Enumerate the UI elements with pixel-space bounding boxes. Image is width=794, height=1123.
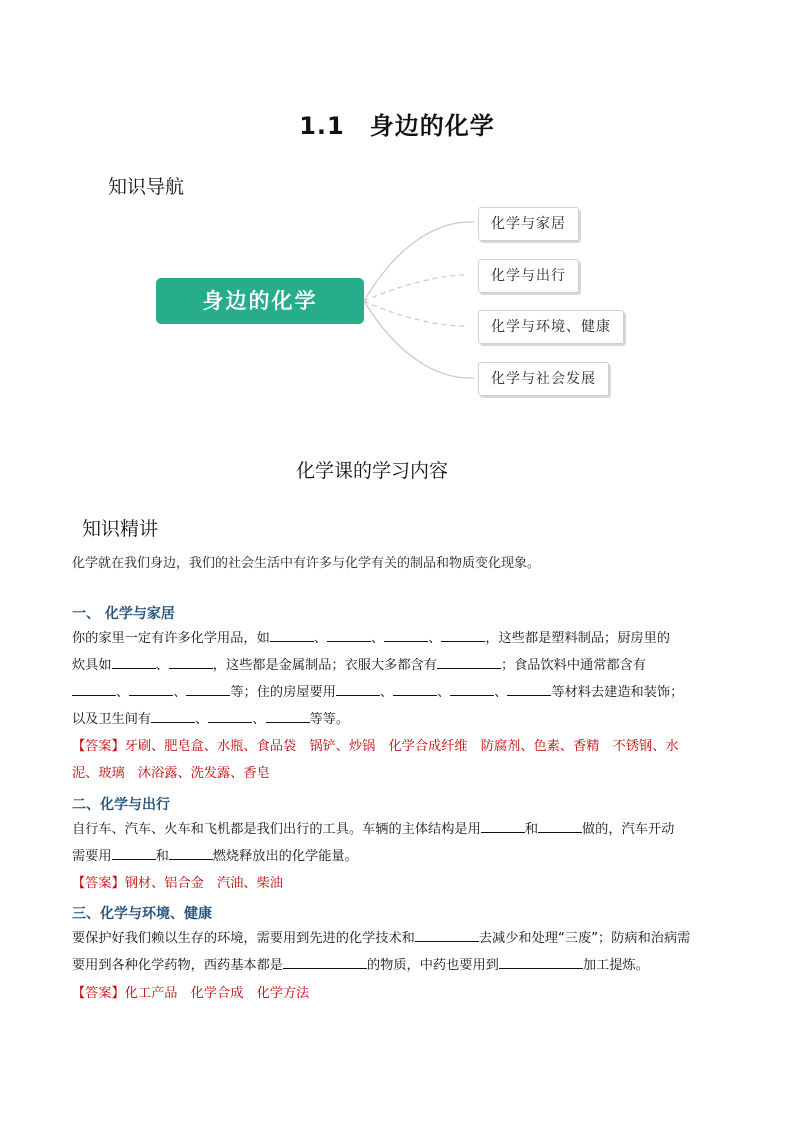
fill-blank[interactable] [266,708,310,723]
mindmap-branch-society: 化学与社会发展 [478,362,609,396]
fill-blank[interactable] [415,927,479,942]
mindmap-branch-travel: 化学与出行 [478,259,579,293]
fill-blank[interactable] [186,681,230,696]
fill-blank[interactable] [336,681,380,696]
fill-blank[interactable] [393,681,437,696]
section-travel-heading: 二、化学与出行 [72,797,170,813]
fill-blank[interactable] [437,654,501,669]
fill-blank[interactable] [538,818,582,833]
fill-blank[interactable] [112,845,156,860]
section-home-heading: 一、 化学与家居 [72,606,175,622]
fill-blank[interactable] [208,708,252,723]
mindmap-center-node: 身边的化学 [156,278,364,324]
fill-blank[interactable] [327,627,371,642]
section-environment-answer: 【答案】化工产品 化学合成 化学方法 [72,986,310,1001]
section-travel-paragraph: 自行车、汽车、火车和飞机都是我们出行的工具。车辆的主体结构是用 和 做的，汽车开动 需要用 和 燃烧释放出的化学能量。 [72,816,724,870]
section-travel-answer: 【答案】钢材、铝合金 汽油、柴油 [72,876,283,891]
fill-blank[interactable] [151,708,195,723]
section-home-answer: 【答案】牙刷、肥皂盒、水瓶、食品袋 锅铲、炒锅 化学合成纤维 防腐剂、色素、香精 不锈钢、水 泥、玻璃 沐浴露、洗发露、香皂 [72,739,679,781]
fill-blank[interactable] [270,627,314,642]
section-environment-heading: 三、化学与环境、健康 [72,906,212,922]
section-home-paragraph: 你的家里一定有许多化学用品，如 、 、 、 ，这些都是塑料制品；厨房里的 炊具如 、 ，这些都是金属制品；衣服大多都含有 ；食品饮料中通常都含有 、 、 等；住的房屋要用 、 、 、 等材料去建造和装饰； 以及卫生间有 、 、 等等。 [72,625,724,733]
fill-blank[interactable] [499,954,583,969]
fill-blank[interactable] [112,654,156,669]
page-title: 1.1 身边的化学 [299,112,495,140]
fill-blank[interactable] [129,681,173,696]
fill-blank[interactable] [481,818,525,833]
mindmap [150,200,710,405]
fill-blank[interactable] [441,627,485,642]
fill-blank[interactable] [384,627,428,642]
mindmap-branch-home: 化学与家居 [478,207,579,241]
knowledge-nav-heading: 知识导航 [108,176,185,198]
mindmap-caption: 化学课的学习内容 [295,460,448,482]
mindmap-branch-environment: 化学与环境、健康 [478,310,624,344]
fill-blank[interactable] [507,681,551,696]
fill-blank[interactable] [169,654,213,669]
fill-blank[interactable] [450,681,494,696]
intro-text: 化学就在我们身边，我们的社会生活中有许多与化学有关的制品和物质变化现象。 [72,556,541,571]
section-environment-paragraph: 要保护好我们赖以生存的环境，需要用到先进的化学技术和 去减少和处理“三废”；防病和治病需 要用到各种化学药物，西药基本都是 的物质，中药也要用到 加工提炼。 [72,925,724,979]
fill-blank[interactable] [283,954,367,969]
fill-blank[interactable] [169,845,213,860]
fill-blank[interactable] [72,681,116,696]
knowledge-lecture-heading: 知识精讲 [82,518,159,540]
